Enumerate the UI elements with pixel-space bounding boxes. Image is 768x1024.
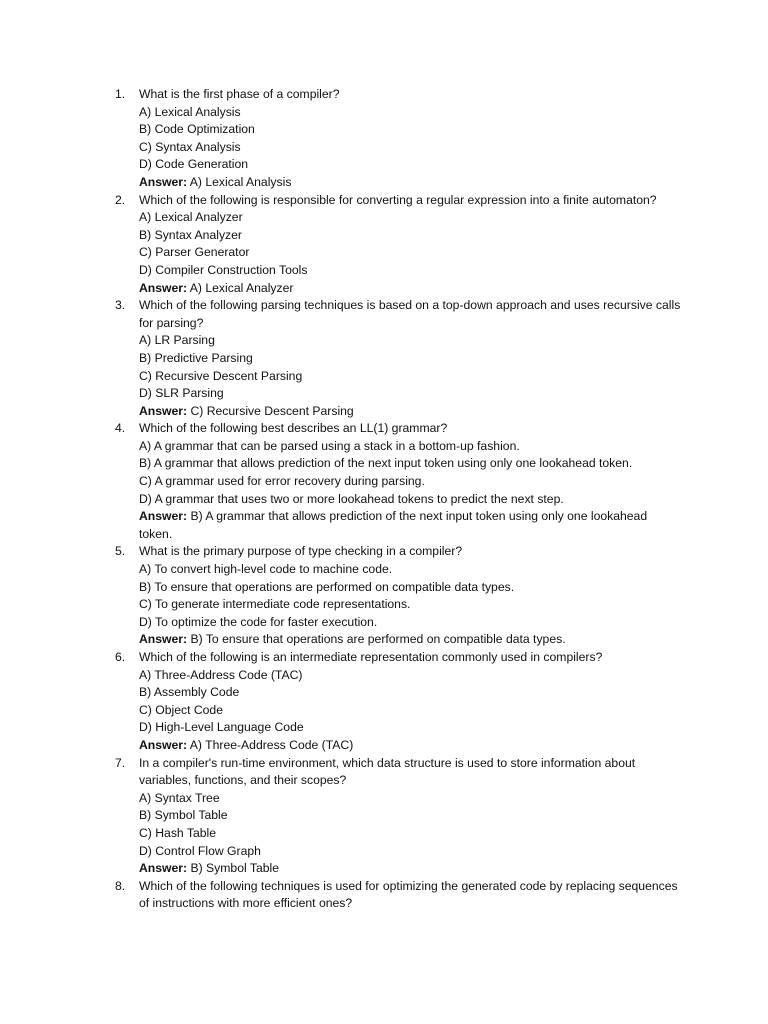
answer-option: C) To generate intermediate code representations.: [139, 597, 411, 612]
answer-option: A) Syntax Tree: [139, 790, 220, 805]
answer-value: A) Lexical Analysis: [187, 174, 292, 189]
question-number: 7.: [115, 755, 126, 770]
answer-option: B) To ensure that operations are performed on compatible data types.: [139, 579, 515, 594]
answer-option: C) Object Code: [139, 702, 223, 717]
answer-option: D) Control Flow Graph: [139, 843, 261, 858]
question-item: [0, 297, 683, 420]
answer-label: Answer:: [139, 861, 188, 876]
question-item: [0, 192, 683, 298]
answer-option: C) A grammar used for error recovery during parsing.: [139, 474, 425, 489]
answer-option: D) High-Level Language Code: [139, 720, 304, 735]
answer-option: A) Lexical Analyzer: [139, 210, 243, 225]
answer-value: A) Three-Address Code (TAC): [187, 737, 354, 752]
answer-option: C) Recursive Descent Parsing: [139, 368, 303, 383]
question-number: 2.: [115, 192, 126, 207]
answer-option: A) To convert high-level code to machine code.: [139, 562, 393, 577]
question-list: [0, 86, 768, 913]
question-text: What is the primary purpose of type checking in a compiler?: [139, 544, 463, 559]
answer-label: Answer:: [139, 509, 188, 524]
answer-label: Answer:: [139, 737, 188, 752]
question-number: 8.: [115, 878, 126, 893]
answer-option: B) Code Optimization: [139, 122, 255, 137]
answer-option: C) Syntax Analysis: [139, 139, 241, 154]
answer-option: D) Compiler Construction Tools: [139, 262, 308, 277]
answer-label: Answer:: [139, 174, 188, 189]
answer-label: Answer:: [139, 280, 188, 295]
answer-option: A) LR Parsing: [139, 333, 215, 348]
question-number: 1.: [115, 87, 126, 101]
answer-option: A) A grammar that can be parsed using a stack in a bottom-up fashion.: [139, 438, 520, 453]
answer-option: B) Syntax Analyzer: [139, 227, 242, 242]
answer-option: A) Three-Address Code (TAC): [139, 667, 303, 682]
question-item: [0, 420, 683, 543]
question-item: [0, 543, 683, 649]
question-number: 5.: [115, 544, 126, 559]
question-text: Which of the following best describes an LL(1) grammar?: [139, 421, 448, 436]
answer-option: B) Assembly Code: [139, 685, 240, 700]
answer-option: D) Code Generation: [139, 157, 249, 172]
answer-option: B) A grammar that allows prediction of the next input token using only one lookahead token.: [139, 456, 633, 471]
question-text: What is the first phase of a compiler?: [139, 87, 340, 101]
correct-answer: [139, 508, 683, 543]
answer-option: D) A grammar that uses two or more lookahead tokens to predict the next step.: [139, 491, 564, 506]
answer-option: A) Lexical Analysis: [139, 104, 241, 119]
answer-option: C) Parser Generator: [139, 245, 250, 260]
answer-option: B) Predictive Parsing: [139, 350, 253, 365]
question-text: In a compiler's run-time environment, which data structure is used to store information about variables, functions, and their scopes?: [139, 755, 636, 788]
correct-answer: [139, 631, 683, 649]
correct-answer: [139, 403, 683, 421]
question-text: Which of the following techniques is used for optimizing the generated code by replacing sequences of instructions with more efficient ones?: [139, 878, 678, 911]
question-text: Which of the following parsing techniques is based on a top-down approach and uses recursive calls for parsing?: [139, 298, 681, 330]
question-item: [0, 755, 683, 878]
answer-option: B) Symbol Table: [139, 808, 228, 823]
answer-value: C) Recursive Descent Parsing: [187, 403, 354, 418]
answer-label: Answer:: [139, 403, 188, 418]
correct-answer: [139, 860, 683, 878]
answer-value: B) To ensure that operations are performed on compatible data types.: [187, 632, 566, 647]
answer-value: B) A grammar that allows prediction of the next input token using only one lookahead token.: [139, 509, 648, 541]
answer-label: Answer:: [139, 632, 188, 647]
answer-value: B) Symbol Table: [187, 861, 279, 876]
question-text: Which of the following is responsible for converting a regular expression into a finite automaton?: [139, 192, 657, 207]
answer-option: C) Hash Table: [139, 825, 216, 840]
correct-answer: [139, 174, 683, 192]
answer-option: D) SLR Parsing: [139, 386, 224, 401]
question-number: 4.: [115, 421, 126, 436]
answer-option: D) To optimize the code for faster execution.: [139, 614, 378, 629]
question-item: [0, 649, 683, 755]
correct-answer: [139, 280, 683, 298]
answer-value: A) Lexical Analyzer: [187, 280, 294, 295]
question-item: [0, 86, 683, 192]
question-text: Which of the following is an intermediate representation commonly used in compilers?: [139, 650, 603, 664]
question-item: [0, 878, 683, 913]
question-number: 3.: [115, 298, 126, 313]
correct-answer: [139, 737, 683, 755]
question-number: 6.: [115, 650, 126, 664]
